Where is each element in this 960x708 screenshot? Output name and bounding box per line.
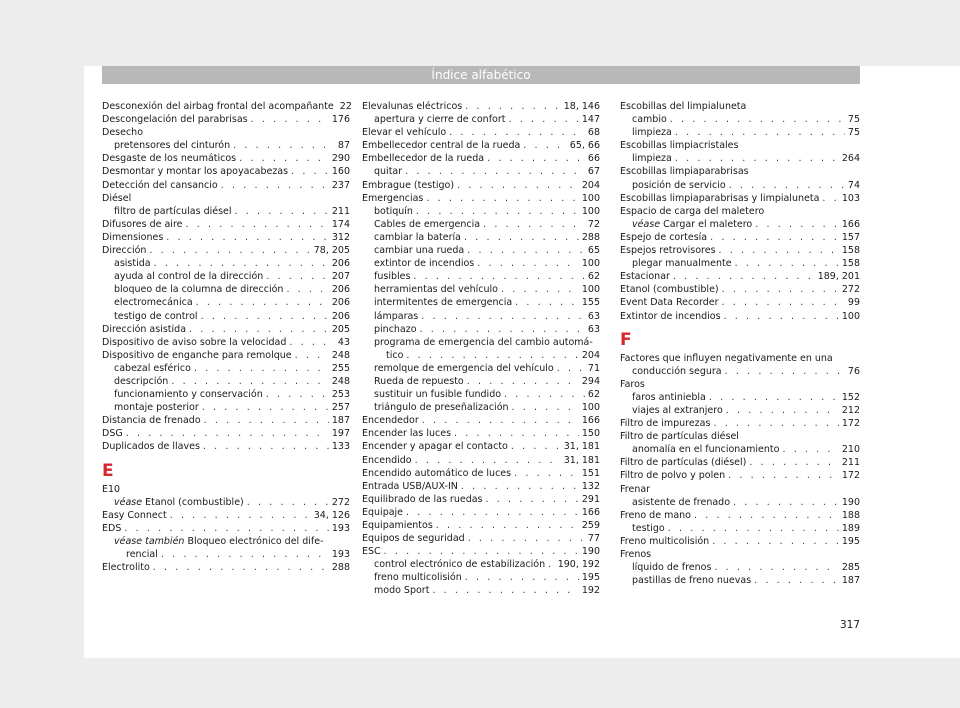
- index-subentry: freno multicolisión . . . 195: [362, 571, 600, 584]
- index-entry: Dirección asistida . . . 205: [102, 323, 350, 336]
- index-subentry: sustituir un fusible fundido . . . 62: [362, 388, 600, 401]
- index-subentry: apertura y cierre de confort . . . 147: [362, 113, 600, 126]
- index-subentry: extintor de incendios . . . 100: [362, 257, 600, 270]
- index-heading: Factores que influyen negativamente en una: [620, 352, 833, 364]
- index-subentry: plegar manualmente . . . 158: [620, 257, 860, 270]
- index-heading: Filtro de partículas diésel: [620, 431, 739, 443]
- page-title: Índice alfabético: [102, 66, 860, 84]
- index-subentry: botiquín . . . 100: [362, 205, 600, 218]
- index-entry: Event Data Recorder . . . 99: [620, 296, 860, 309]
- index-entry: Dirección . . . 78, 205: [102, 244, 350, 257]
- index-entry: Dimensiones . . . 312: [102, 231, 350, 244]
- index-heading: E10: [102, 483, 121, 495]
- index-heading: Frenar: [620, 483, 651, 495]
- index-subentry: filtro de partículas diésel . . . 211: [102, 205, 350, 218]
- index-entry: Equipaje . . . 166: [362, 506, 600, 519]
- index-entry: Equipamientos . . . 259: [362, 519, 600, 532]
- index-subentry: cambiar una rueda . . . 65: [362, 244, 600, 257]
- index-subentry: viajes al extranjero . . . 212: [620, 404, 860, 417]
- index-entry: Entrada USB/AUX-IN . . . 132: [362, 480, 600, 493]
- index-entry: Encendido automático de luces . . . 151: [362, 467, 600, 480]
- index-subentry: limpieza . . . 75: [620, 126, 860, 139]
- index-subentry: pretensores del cinturón . . . 87: [102, 139, 350, 152]
- index-subentry: bloqueo de la columna de dirección . . . 206: [102, 283, 350, 296]
- index-heading: Escobillas del limpialuneta: [620, 101, 747, 112]
- index-entry: Dispositivo de enganche para remolque . . . 248: [102, 349, 350, 362]
- index-subentry: testigo . . . 189: [620, 522, 860, 535]
- index-column-1: [102, 100, 350, 574]
- index-subentry: control electrónico de estabilización . . . 190, 192: [362, 558, 600, 571]
- index-subentry: pinchazo . . . 63: [362, 323, 600, 336]
- index-entry: Difusores de aire . . . 174: [102, 218, 350, 231]
- index-heading: Desecho: [102, 127, 144, 139]
- index-entry: ESC . . . 190: [362, 545, 600, 558]
- index-column-3: [620, 100, 860, 587]
- index-heading: Espacio de carga del maletero: [620, 205, 765, 217]
- index-subentry: pastillas de freno nuevas . . . 187: [620, 574, 860, 587]
- index-subentry: modo Sport . . . 192: [362, 584, 600, 597]
- index-entry: Embellecedor central de la rueda . . . 65, 66: [362, 139, 600, 152]
- index-subentry: cambiar la batería . . . 288: [362, 231, 600, 244]
- index-entry: Escobillas limpiaparabrisas y limpialuneta . . . 103: [620, 192, 860, 205]
- index-subentry: testigo de control . . . 206: [102, 310, 350, 323]
- index-subentry: intermitentes de emergencia . . . 155: [362, 296, 600, 309]
- index-entry: Freno multicolisión . . . 195: [620, 535, 860, 548]
- index-subentry: véase Etanol (combustible) . . . 272: [102, 496, 350, 509]
- index-entry: Espejo de cortesía . . . 157: [620, 231, 860, 244]
- index-entry: Encender las luces . . . 150: [362, 427, 600, 440]
- index-subentry: Cables de emergencia . . . 72: [362, 218, 600, 231]
- index-subentry: tico . . . 204: [362, 349, 600, 362]
- section-letter-f: F: [620, 329, 632, 350]
- index-entry: Descongelación del parabrisas . . . 176: [102, 113, 350, 126]
- index-entry: Distancia de frenado . . . 187: [102, 414, 350, 427]
- index-column-2: [362, 100, 600, 598]
- index-entry: Filtro de polvo y polen . . . 172: [620, 469, 860, 482]
- index-entry: Electrolito . . . 288: [102, 561, 350, 574]
- index-subentry: véase Cargar el maletero . . . 166: [620, 218, 860, 231]
- index-subentry: asistente de frenado . . . 190: [620, 496, 860, 509]
- index-entry: Embellecedor de la rueda . . . 66: [362, 152, 600, 165]
- index-subentry: cabezal esférico . . . 255: [102, 362, 350, 375]
- index-subentry: montaje posterior . . . 257: [102, 401, 350, 414]
- index-subentry: quitar . . . 67: [362, 165, 600, 178]
- index-entry: Elevalunas eléctricos . . . 18, 146: [362, 100, 600, 113]
- index-entry: Etanol (combustible) . . . 272: [620, 283, 860, 296]
- index-subentry: anomalía en el funcionamiento . . . 210: [620, 443, 860, 456]
- index-subentry: rencial . . . 193: [102, 548, 350, 561]
- index-entry: Extintor de incendios . . . 100: [620, 310, 860, 323]
- index-subentry: limpieza . . . 264: [620, 152, 860, 165]
- index-entry: Estacionar . . . 189, 201: [620, 270, 860, 283]
- index-entry: Encendido . . . 31, 181: [362, 454, 600, 467]
- section-letter-e: E: [102, 460, 114, 481]
- index-subentry: conducción segura . . . 76: [620, 365, 860, 378]
- index-entry: Easy Connect . . . 34, 126: [102, 509, 350, 522]
- index-subentry: programa de emergencia del cambio automá-: [374, 336, 593, 348]
- index-entry: Desmontar y montar los apoyacabezas . . . 160: [102, 165, 350, 178]
- index-entry: Equipos de seguridad . . . 77: [362, 532, 600, 545]
- index-subentry: cambio . . . 75: [620, 113, 860, 126]
- index-subentry: asistida . . . 206: [102, 257, 350, 270]
- index-entry: EDS . . . 193: [102, 522, 350, 535]
- index-entry: Embrague (testigo) . . . 204: [362, 179, 600, 192]
- index-subentry: herramientas del vehículo . . . 100: [362, 283, 600, 296]
- index-heading: Diésel: [102, 192, 132, 204]
- index-subentry: electromecánica . . . 206: [102, 296, 350, 309]
- index-entry: Filtro de impurezas . . . 172: [620, 417, 860, 430]
- index-entry: Equilibrado de las ruedas . . . 291: [362, 493, 600, 506]
- index-heading: Escobillas limpiaparabrisas: [620, 166, 749, 178]
- index-entry: Encender y apagar el contacto . . . 31, 181: [362, 440, 600, 453]
- index-entry: Dispositivo de aviso sobre la velocidad . . . 43: [102, 336, 350, 349]
- index-entry: Desgaste de los neumáticos . . . 290: [102, 152, 350, 165]
- index-subentry: descripción . . . 248: [102, 375, 350, 388]
- index-entry: DSG . . . 197: [102, 427, 350, 440]
- index-entry: Freno de mano . . . 188: [620, 509, 860, 522]
- page-number: 317: [839, 619, 860, 631]
- index-heading: Escobillas limpiacristales: [620, 140, 739, 152]
- index-subentry: funcionamiento y conservación . . . 253: [102, 388, 350, 401]
- index-entry: Desconexión del airbag frontal del acompañante 22: [102, 101, 352, 112]
- index-subentry: fusibles . . . 62: [362, 270, 600, 283]
- index-subentry: véase también Bloqueo electrónico del dife-: [114, 535, 324, 547]
- index-heading: Frenos: [620, 549, 652, 560]
- index-subentry: lámparas . . . 63: [362, 310, 600, 323]
- index-subentry: Rueda de repuesto . . . 294: [362, 375, 600, 388]
- index-entry: Elevar el vehículo . . . 68: [362, 126, 600, 139]
- index-entry: Filtro de partículas (diésel) . . . 211: [620, 456, 860, 469]
- index-entry: Encendedor . . . 166: [362, 414, 600, 427]
- index-subentry: líquido de frenos . . . 285: [620, 561, 860, 574]
- index-entry: Emergencias . . . 100: [362, 192, 600, 205]
- index-heading: Faros: [620, 378, 645, 390]
- index-subentry: ayuda al control de la dirección . . . 207: [102, 270, 350, 283]
- index-entry: Espejos retrovisores . . . 158: [620, 244, 860, 257]
- index-entry: Duplicados de llaves . . . 133: [102, 440, 350, 453]
- index-subentry: faros antiniebla . . . 152: [620, 391, 860, 404]
- index-subentry: remolque de emergencia del vehículo . . . 71: [362, 362, 600, 375]
- index-subentry: posición de servicio . . . 74: [620, 179, 860, 192]
- index-entry: Detección del cansancio . . . 237: [102, 179, 350, 192]
- index-subentry: triángulo de preseñalización . . . 100: [362, 401, 600, 414]
